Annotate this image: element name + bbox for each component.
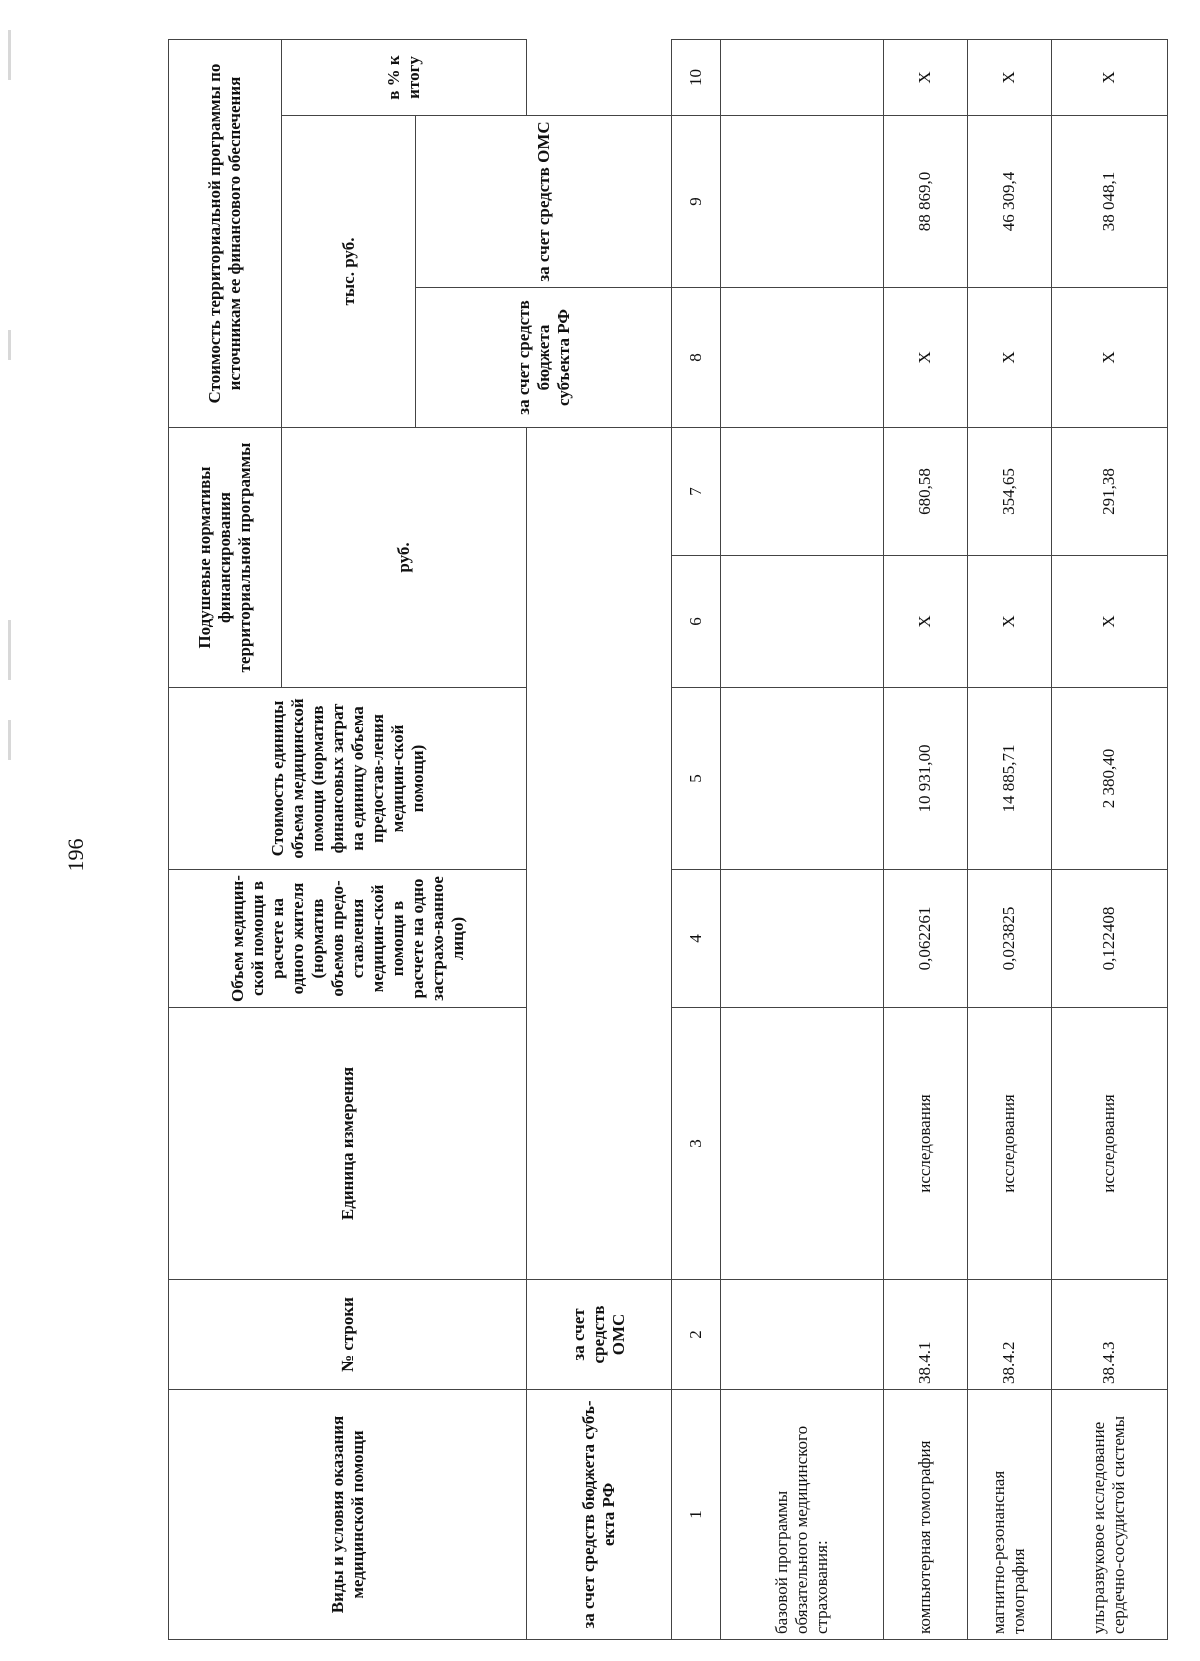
header-cost-budget: за счет средств бюджета субъекта РФ xyxy=(416,288,672,428)
header-program-cost-group: Стоимость территориальной программы по источникам ее финансового обеспечения xyxy=(169,40,282,428)
row-cost-oms: 38 048,1 xyxy=(1051,116,1167,288)
row-line-number: 38.4.2 xyxy=(967,1280,1051,1390)
row-unit-cost xyxy=(721,688,883,870)
row-name: магнитно-резонансная томография xyxy=(967,1390,1051,1640)
column-number: 6 xyxy=(672,556,721,688)
row-percent: X xyxy=(1051,40,1167,116)
table-row xyxy=(1051,40,1167,1640)
header-rub: руб. xyxy=(282,428,527,688)
row-line-number xyxy=(721,1280,883,1390)
row-unit: исследования xyxy=(1051,1008,1167,1280)
row-percapita-budget: X xyxy=(1051,556,1167,688)
header-unit-cost: Стоимость единицы объема медицинской помощи (норматив финансовых затрат на единицу объема предостав-ления медицин-ской помощи) xyxy=(169,688,527,870)
row-percent: X xyxy=(883,40,967,116)
column-number: 9 xyxy=(672,116,721,288)
column-number: 1 xyxy=(672,1390,721,1640)
header-percapita-budget: за счет средств бюджета субъ-екта РФ xyxy=(527,1390,672,1640)
row-cost-oms: 88 869,0 xyxy=(883,116,967,288)
row-unit: исследования xyxy=(883,1008,967,1280)
scan-edge-mark-bottom xyxy=(8,720,11,760)
row-unit-cost: 14 885,71 xyxy=(967,688,1051,870)
row-unit: исследования xyxy=(967,1008,1051,1280)
table-row xyxy=(967,40,1051,1640)
row-unit-cost: 10 931,00 xyxy=(883,688,967,870)
row-percapita-budget: X xyxy=(883,556,967,688)
column-number: 7 xyxy=(672,428,721,556)
scan-edge-mark-top xyxy=(8,30,11,80)
row-line-number: 38.4.1 xyxy=(883,1280,967,1390)
header-percapita-group: Подушевые нормативы финансирования территориальной программы xyxy=(169,428,282,688)
column-number: 8 xyxy=(672,288,721,428)
row-percapita-budget xyxy=(721,556,883,688)
column-number: 5 xyxy=(672,688,721,870)
column-number: 2 xyxy=(672,1280,721,1390)
row-cost-oms xyxy=(721,116,883,288)
scan-edge-mark-middle xyxy=(8,330,11,360)
column-number: 10 xyxy=(672,40,721,116)
row-cost-budget: X xyxy=(883,288,967,428)
row-cost-oms: 46 309,4 xyxy=(967,116,1051,288)
header-line-number: № строки xyxy=(169,1280,527,1390)
medical-care-table xyxy=(168,39,1168,1640)
row-percapita-oms xyxy=(721,428,883,556)
row-volume: 0,062261 xyxy=(883,870,967,1008)
row-cost-budget: X xyxy=(1051,288,1167,428)
row-unit-cost: 2 380,40 xyxy=(1051,688,1167,870)
page-number: 196 xyxy=(63,838,88,872)
row-cost-budget: X xyxy=(967,288,1051,428)
rotated-table-container xyxy=(168,40,1168,1640)
header-unit: Единица измерения xyxy=(169,1008,527,1280)
row-percapita-oms: 291,38 xyxy=(1051,428,1167,556)
row-volume: 0,023825 xyxy=(967,870,1051,1008)
header-care-types: Виды и условия оказания медицинской помощи xyxy=(169,1390,527,1640)
header-volume: Объем медицин-ской помощи в расчете на одного жителя (норматив объемов предо-ставления медицин-ской помощи в расчете на одно застрахо-ванное лицо) xyxy=(169,870,527,1008)
header-percent-of-total: в % к итогу xyxy=(282,40,527,116)
scan-edge-mark-lower xyxy=(8,620,11,680)
row-unit xyxy=(721,1008,883,1280)
row-percent: X xyxy=(967,40,1051,116)
row-volume xyxy=(721,870,883,1008)
row-cost-budget xyxy=(721,288,883,428)
row-name: компьютерная томография xyxy=(883,1390,967,1640)
header-thous-rub: тыс. руб. xyxy=(282,116,416,428)
column-number: 4 xyxy=(672,870,721,1008)
row-percapita-budget: X xyxy=(967,556,1051,688)
row-name: ультразвуковое исследование сердечно-сосудистой системы xyxy=(1051,1390,1167,1640)
column-number: 3 xyxy=(672,1008,721,1280)
row-percapita-oms: 680,58 xyxy=(883,428,967,556)
row-name: базовой программы обязательного медицинского страхования: xyxy=(721,1390,883,1640)
row-percent xyxy=(721,40,883,116)
table-row xyxy=(721,40,883,1640)
table-row xyxy=(883,40,967,1640)
column-number-row xyxy=(672,40,721,1640)
row-line-number: 38.4.3 xyxy=(1051,1280,1167,1390)
row-volume: 0,122408 xyxy=(1051,870,1167,1008)
header-percapita-oms: за счет средств ОМС xyxy=(527,1280,672,1390)
row-percapita-oms: 354,65 xyxy=(967,428,1051,556)
header-cost-oms: за счет средств ОМС xyxy=(416,116,672,288)
